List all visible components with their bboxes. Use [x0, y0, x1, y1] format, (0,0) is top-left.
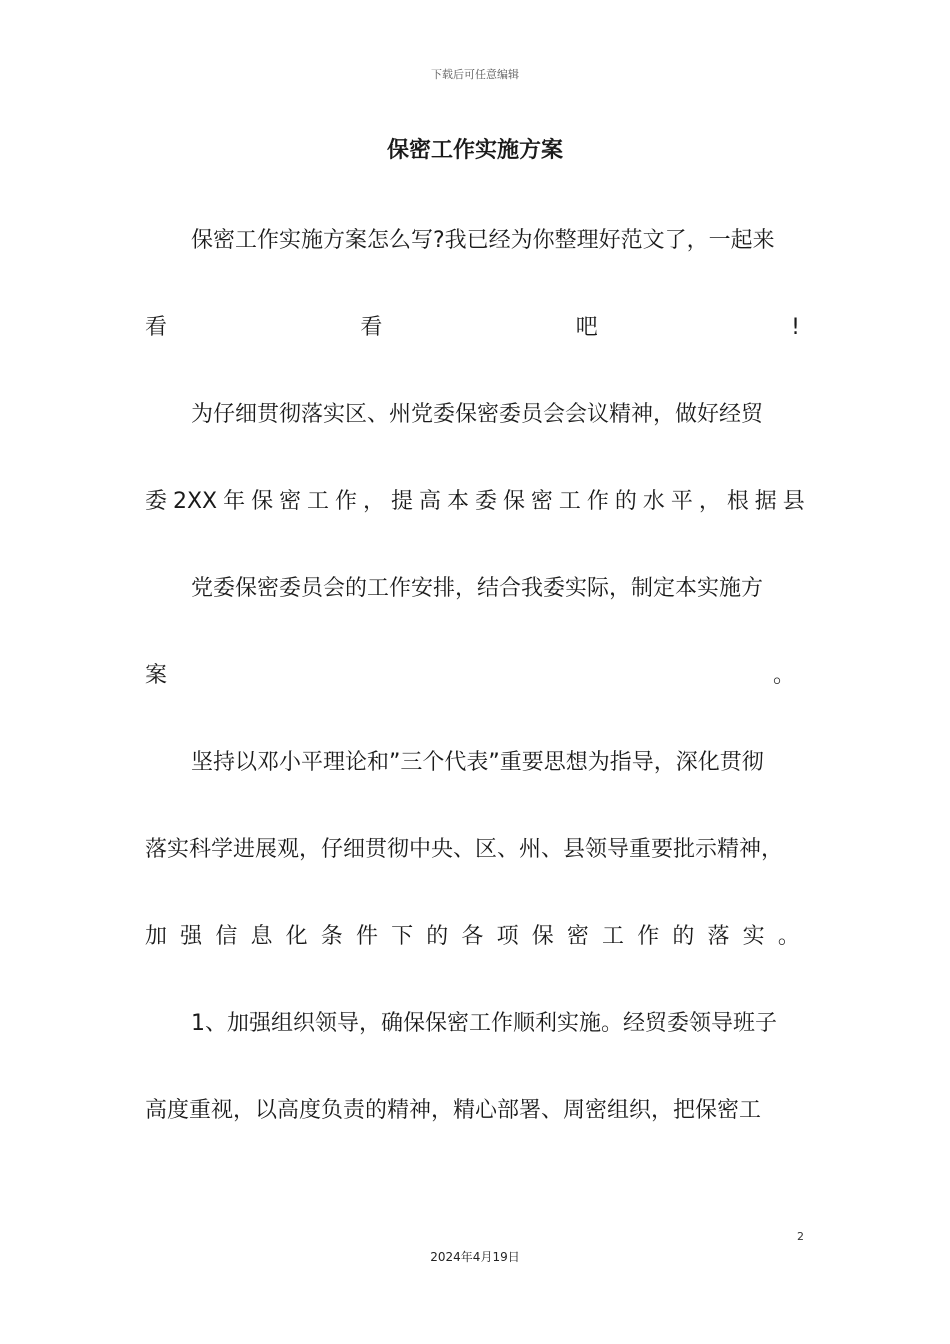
body-char: 看 — [360, 315, 383, 340]
body-char: 实 — [742, 924, 765, 949]
body-line-9 — [145, 923, 800, 951]
body-char: ， — [698, 489, 721, 514]
body-char: 强 — [180, 924, 203, 949]
body-char: 工 — [602, 924, 625, 949]
body-line-8: 落实科学进展观，仔细贯彻中央、区、州、县领导重要批示精神， — [145, 837, 784, 862]
body-char: 委 — [145, 489, 168, 514]
body-char: 密 — [530, 489, 553, 514]
body-char: 作 — [335, 489, 358, 514]
body-char: ! — [791, 315, 800, 340]
body-char: 2XX — [172, 489, 218, 514]
body-char: 下 — [391, 924, 414, 949]
body-char: 加 — [145, 924, 168, 949]
body-char: 工 — [558, 489, 581, 514]
body-char: 根 — [726, 489, 749, 514]
document-title: 保密工作实施方案 — [386, 138, 563, 163]
body-char: 密 — [566, 924, 589, 949]
body-char: 项 — [496, 924, 519, 949]
body-char: 各 — [461, 924, 484, 949]
body-char: 提 — [391, 489, 414, 514]
body-char: 的 — [672, 924, 695, 949]
body-line-5: 党委保密委员会的工作安排，结合我委实际，制定本实施方 — [191, 576, 764, 601]
body-char: 的 — [426, 924, 449, 949]
body-char: 密 — [279, 489, 302, 514]
body-char: 县 — [782, 489, 805, 514]
body-char: 吧 — [575, 315, 598, 340]
body-char: 保 — [251, 489, 274, 514]
body-char: 平 — [670, 489, 693, 514]
body-char: 作 — [637, 924, 660, 949]
body-char: 工 — [307, 489, 330, 514]
body-char: 水 — [642, 489, 665, 514]
body-line-11: 高度重视，以高度负责的精神，精心部署、周密组织，把保密工 — [145, 1098, 762, 1123]
page-number: 2 — [797, 1230, 804, 1243]
body-line-2 — [145, 314, 800, 342]
body-line-7: 坚持以邓小平理论和”三个代表”重要思想为指导，深化贯彻 — [191, 750, 764, 775]
body-char: 高 — [418, 489, 441, 514]
body-char: 年 — [223, 489, 246, 514]
body-line-6 — [145, 662, 795, 690]
body-line-10: 1、加强组织领导，确保保密工作顺利实施。经贸委领导班子 — [191, 1011, 777, 1036]
body-char: 信 — [215, 924, 238, 949]
body-char: 作 — [586, 489, 609, 514]
body-char: 的 — [614, 489, 637, 514]
body-line-4 — [145, 488, 805, 516]
body-char: 据 — [754, 489, 777, 514]
header-note: 下载后可任意编辑 — [431, 68, 519, 81]
body-char: 落 — [707, 924, 730, 949]
body-line-3: 为仔细贯彻落实区、州党委保密委员会会议精神，做好经贸 — [191, 402, 764, 427]
body-char: 件 — [355, 924, 378, 949]
body-char: 本 — [446, 489, 469, 514]
body-char: 息 — [250, 924, 273, 949]
body-char: 。 — [772, 663, 795, 688]
body-char: 条 — [320, 924, 343, 949]
footer-date: 2024年4月19日 — [430, 1250, 520, 1264]
body-line-1: 保密工作实施方案怎么写?我已经为你整理好范文了，一起来 — [191, 228, 775, 253]
body-char: ， — [363, 489, 386, 514]
body-char: 保 — [531, 924, 554, 949]
body-char: 化 — [285, 924, 308, 949]
body-char: 看 — [145, 315, 168, 340]
body-char: 。 — [777, 924, 800, 949]
body-char: 案 — [145, 663, 168, 688]
body-char: 委 — [474, 489, 497, 514]
body-char: 保 — [502, 489, 525, 514]
